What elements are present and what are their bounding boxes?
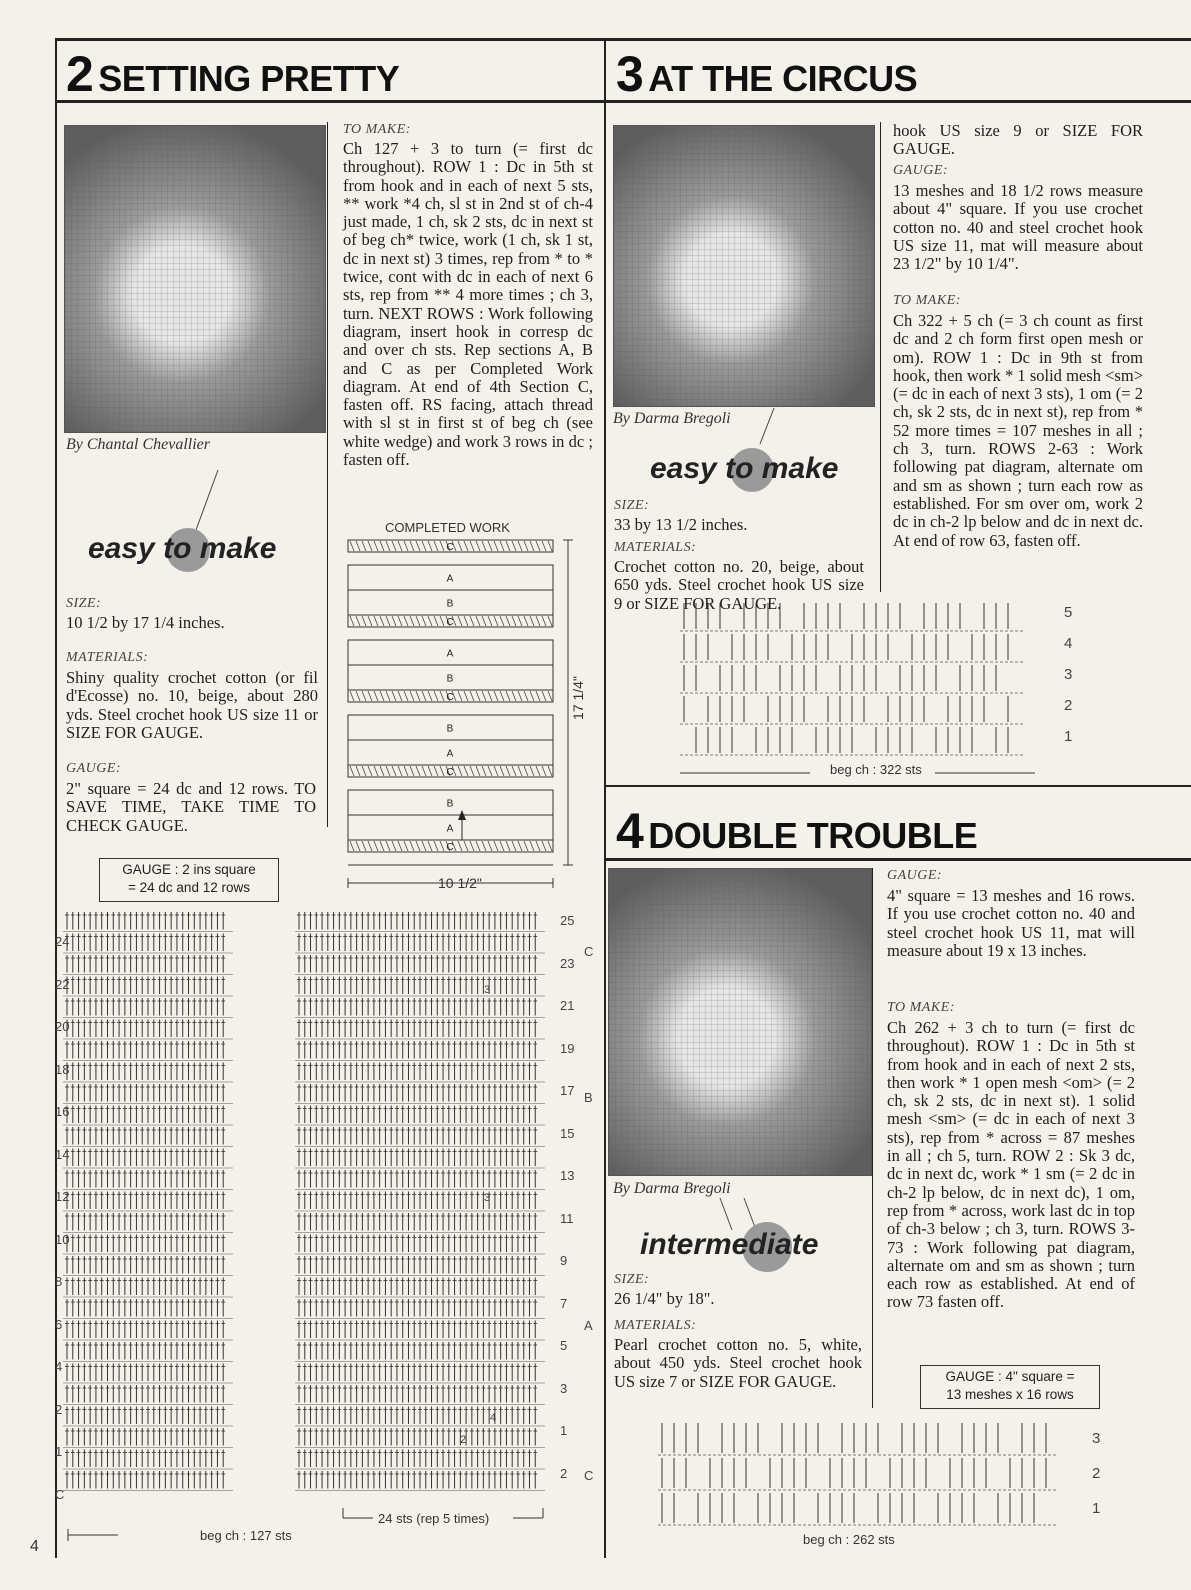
s4-to-make: Ch 262 + 3 ch to turn (= first dc throughout). ROW 1 : Dc in 5th st from hook and in each of next 2 sts, then work * 1 open mesh <om> (= 2 ch, sk 2 sts, dc in next st). 1 solid mesh <sm> (= dc in each of next 3 sts), rep from * across = 87 meshes in all ; ch 5, turn. ROW 2 : Sk 3 dc, dc in next dc, work * 1 sm (= 2 dc in ch-2 lp below, dc in next dc), 1 om, rep from * across, work last dc in top of ch-3 below ; ch 3, turn. ROWS 3-73 : Work following pat diagram, alternate om and sm as shown ; turn each row as established. At end of row 73 fasten off.	[887, 1018, 1135, 1312]
s2-right-row-number: 15	[560, 1125, 575, 1141]
s3-row-number: 5	[1064, 604, 1073, 621]
s2-to-make-label: TO MAKE:	[343, 122, 411, 137]
s2-gauge-box-line1: GAUGE : 2 ins square	[122, 862, 256, 877]
s2-level-badge: easy to make	[88, 532, 276, 566]
s2-right-row-number: 1	[560, 1423, 568, 1438]
s3-gauge: 13 meshes and 18 1/2 rows measure about 4" square. If you use crochet cotton no. 40 and steel crochet hook US size 11, mat will measure about 23 1/2" by 10 1/4".	[893, 181, 1143, 274]
cw-section-label-11: A	[446, 823, 454, 835]
s2-left-row-number: 10	[55, 1231, 70, 1247]
s3-level-badge: easy to make	[650, 452, 838, 486]
s2-rep-label: 24 sts (rep 5 times)	[378, 1511, 490, 1526]
s2-completed-work-title: COMPLETED WORK	[385, 520, 510, 535]
cw-section-label-8: A	[446, 748, 454, 760]
s4-badge-pointer	[0, 0, 1, 1]
s3-row-number: 1	[1064, 728, 1073, 745]
s2-materials: Shiny quality crochet cotton (or fil d'Ecosse) no. 10, beige, about 280 yds. Steel crochet hook US size 11 or SIZE FOR GAUGE.	[66, 668, 318, 742]
s2-credit: By Chantal Chevallier	[66, 436, 210, 453]
s2-left-row-number: 14	[55, 1146, 70, 1162]
s3-number: 3	[616, 46, 644, 102]
section4-top-rule	[604, 785, 1191, 787]
s3-photo-circus-mat	[613, 125, 875, 407]
s3-text-divider	[880, 122, 881, 592]
s2-inner-mark-3: 2	[460, 1434, 467, 1446]
s2-inner-mark-4: 4	[490, 1412, 497, 1424]
s2-left-row-number: 8	[55, 1274, 63, 1289]
s4-row-number: 3	[1092, 1430, 1101, 1447]
s2-left-row-number: 16	[55, 1104, 70, 1119]
s2-right-row-number: 2	[560, 1465, 568, 1481]
s3-to-make-label: TO MAKE:	[893, 293, 961, 308]
s2-section-mark-b: B	[584, 1090, 593, 1105]
s2-inner-mark-2: 3	[484, 1192, 491, 1204]
top-rule	[55, 38, 1191, 41]
cw-section-label-12: C	[446, 842, 454, 853]
s2-photo-placemat	[64, 125, 326, 433]
s2-left-row-number: 22	[55, 976, 70, 992]
s2-left-row-number: 18	[55, 1061, 70, 1077]
s2-right-row-number: 25	[560, 913, 575, 928]
s2-section-mark-c-bottom: C	[584, 1468, 594, 1483]
s2-to-make: Ch 127 + 3 to turn (= first dc throughout). ROW 1 : Dc in 5th st from hook and in each of next 5 sts, ** work *4 ch, sl st in 2nd st of ch-4 just made, 1 ch, sk 2 sts, dc in next st of beg ch* twice, work (1 ch, sk 1 st, dc in next st) 3 times, rep from * to * twice, cont with dc in each of next 6 sts, rep from ** 4 more times ; ch 3, turn. NEXT ROWS : Work following diagram, insert hook in corresp dc and over ch sts. Rep sections A, B and C as per Completed Work diagram. At end of 4th Section C, fasten off. RS facing, attach thread with sl st in first st of beg ch (see white wedge) and work 3 rows in dc ; fasten off.	[343, 139, 593, 470]
s4-row-number: 1	[1092, 1500, 1101, 1517]
cw-section-label-2: B	[446, 598, 454, 610]
s2-beg-ch: beg ch : 127 sts	[200, 1528, 292, 1543]
s2-right-row-number: 21	[560, 998, 575, 1013]
s2-right-row-number: 23	[560, 955, 575, 971]
s2-heading	[66, 45, 399, 103]
cw-section-label-0: C	[446, 542, 454, 553]
s3-materials: Crochet cotton no. 20, beige, about 650 yds. Steel crochet hook US size 9 or SIZE FOR GAUGE.	[614, 557, 864, 613]
s3-size-label: SIZE:	[614, 498, 650, 513]
s4-credit: By Darma Bregoli	[613, 1180, 731, 1197]
cw-section-label-7: B	[446, 723, 454, 735]
s3-credit: By Darma Bregoli	[613, 410, 731, 427]
s2-section-mark-c-top: C	[584, 944, 594, 959]
cw-section-label-3: C	[446, 617, 454, 628]
s3-title: AT THE CIRCUS	[648, 58, 918, 99]
cw-section-label-10: B	[446, 798, 454, 810]
s3-size: 33 by 13 1/2 inches.	[614, 515, 748, 534]
s2-left-row-number: 24	[55, 934, 70, 949]
cw-section-label-1: A	[446, 573, 454, 585]
s2-left-row-number: 2	[55, 1401, 63, 1417]
s3-gauge-label: GAUGE:	[893, 163, 949, 178]
s2-left-row-number: 12	[55, 1189, 70, 1204]
s2-inner-mark-1: 3	[484, 984, 491, 996]
s2-right-row-number: 3	[560, 1380, 568, 1396]
s4-gauge-box-line1: GAUGE : 4" square =	[945, 1369, 1075, 1384]
s3-beg-ch: beg ch : 322 sts	[830, 762, 922, 777]
s4-number: 4	[616, 803, 644, 859]
s4-gauge-box-line2: 13 meshes x 16 rows	[946, 1387, 1074, 1402]
s4-beg-ch: beg ch : 262 sts	[803, 1532, 895, 1547]
s2-stitch-chart-left	[63, 910, 263, 1500]
s2-number: 2	[66, 46, 94, 102]
s4-row-number: 2	[1092, 1465, 1101, 1482]
s3-heading	[616, 45, 917, 103]
s2-right-row-number: 5	[560, 1338, 568, 1353]
s3-to-make: Ch 322 + 5 ch (= 3 ch count as first dc and 2 ch form first open mesh or om). ROW 1 : Dc in 9th st from hook, then work * 1 solid mesh <sm> (= dc in each of next 3 sts), 1 om (= 2 ch, sk 2 sts, dc in next st), rep from * 52 more times = 107 meshes in all ; ch 3, turn. ROWS 2-63 : Work following pat diagram, alternate om and sm as shown ; turn each row as established. For sm over om, work 2 dc in ch-2 lp below and dc in next dc. At end of row 63, fasten off.	[893, 311, 1143, 550]
s2-title: SETTING PRETTY	[98, 58, 400, 99]
s4-to-make-label: TO MAKE:	[887, 1000, 955, 1015]
s3-row-number: 2	[1064, 697, 1073, 714]
s2-right-row-number: 17	[560, 1083, 575, 1098]
cw-section-label-5: B	[446, 673, 454, 685]
s2-gauge-label: GAUGE:	[66, 761, 122, 776]
s2-right-row-number: 7	[560, 1295, 568, 1311]
s2-materials-label: MATERIALS:	[66, 650, 149, 665]
s4-title: DOUBLE TROUBLE	[648, 815, 978, 856]
s4-gauge-box	[920, 1365, 1100, 1409]
cw-section-label-4: A	[446, 648, 454, 660]
s2-dim-height: 17 1/4"	[569, 676, 586, 720]
s2-gauge-box-line2: = 24 dc and 12 rows	[128, 880, 250, 895]
s3-stitch-chart	[680, 600, 1040, 770]
s2-dim-width: 10 1/2"	[438, 875, 482, 891]
s3-row-number: 3	[1064, 666, 1073, 683]
s2-gauge: 2" square = 24 dc and 12 rows. TO SAVE TIME, TAKE TIME TO CHECK GAUGE.	[66, 779, 316, 835]
s4-heading	[616, 802, 977, 860]
s3-materials-label: MATERIALS:	[614, 540, 697, 555]
s2-size: 10 1/2 by 17 1/4 inches.	[66, 613, 225, 632]
s2-gauge-box	[99, 858, 279, 902]
page-number: 4	[30, 1538, 39, 1555]
s4-gauge: 4" square = 13 meshes and 16 rows. If you use crochet cotton no. 40 and steel crochet hook US 11, mat will measure about 19 x 13 inches.	[887, 886, 1135, 960]
s4-gauge-label: GAUGE:	[887, 868, 943, 883]
s3-row-number: 4	[1064, 635, 1073, 652]
s4-stitch-chart	[658, 1420, 1078, 1530]
s2-left-row-number: 6	[55, 1316, 63, 1332]
s2-left-row-number: C	[55, 1486, 65, 1502]
s2-right-row-number: 9	[560, 1253, 568, 1268]
s2-right-row-number: 13	[560, 1168, 575, 1183]
s4-size-label: SIZE:	[614, 1272, 650, 1287]
s4-level-badge: intermediate	[640, 1228, 818, 1262]
s2-completed-work-diagram	[348, 540, 588, 900]
s4-materials: Pearl crochet cotton no. 5, white, about 450 yds. Steel crochet hook US size 7 or SIZE FOR GAUGE.	[614, 1335, 862, 1391]
s4-photo-cats-mat	[608, 868, 872, 1176]
s4-size: 26 1/4" by 18".	[614, 1289, 715, 1308]
column-divider	[604, 38, 606, 1558]
s2-left-row-number: 20	[55, 1019, 70, 1034]
s4-text-divider	[872, 868, 873, 1408]
s2-right-row-number: 11	[560, 1210, 574, 1226]
s2-left-row-number: 4	[55, 1359, 63, 1374]
s2-text-divider	[327, 122, 328, 827]
s3-beg-ch-arrow	[680, 768, 1040, 778]
cw-section-label-6: C	[446, 692, 454, 703]
s2-size-label: SIZE:	[66, 596, 102, 611]
cw-section-label-9: C	[446, 767, 454, 778]
s3-materials-continued: hook US size 9 or SIZE FOR GAUGE.	[893, 121, 1143, 159]
s2-section-mark-a: A	[584, 1318, 593, 1333]
s2-right-row-number: 19	[560, 1040, 575, 1056]
s4-materials-label: MATERIALS:	[614, 1318, 697, 1333]
s2-left-row-number: 1	[55, 1444, 63, 1459]
